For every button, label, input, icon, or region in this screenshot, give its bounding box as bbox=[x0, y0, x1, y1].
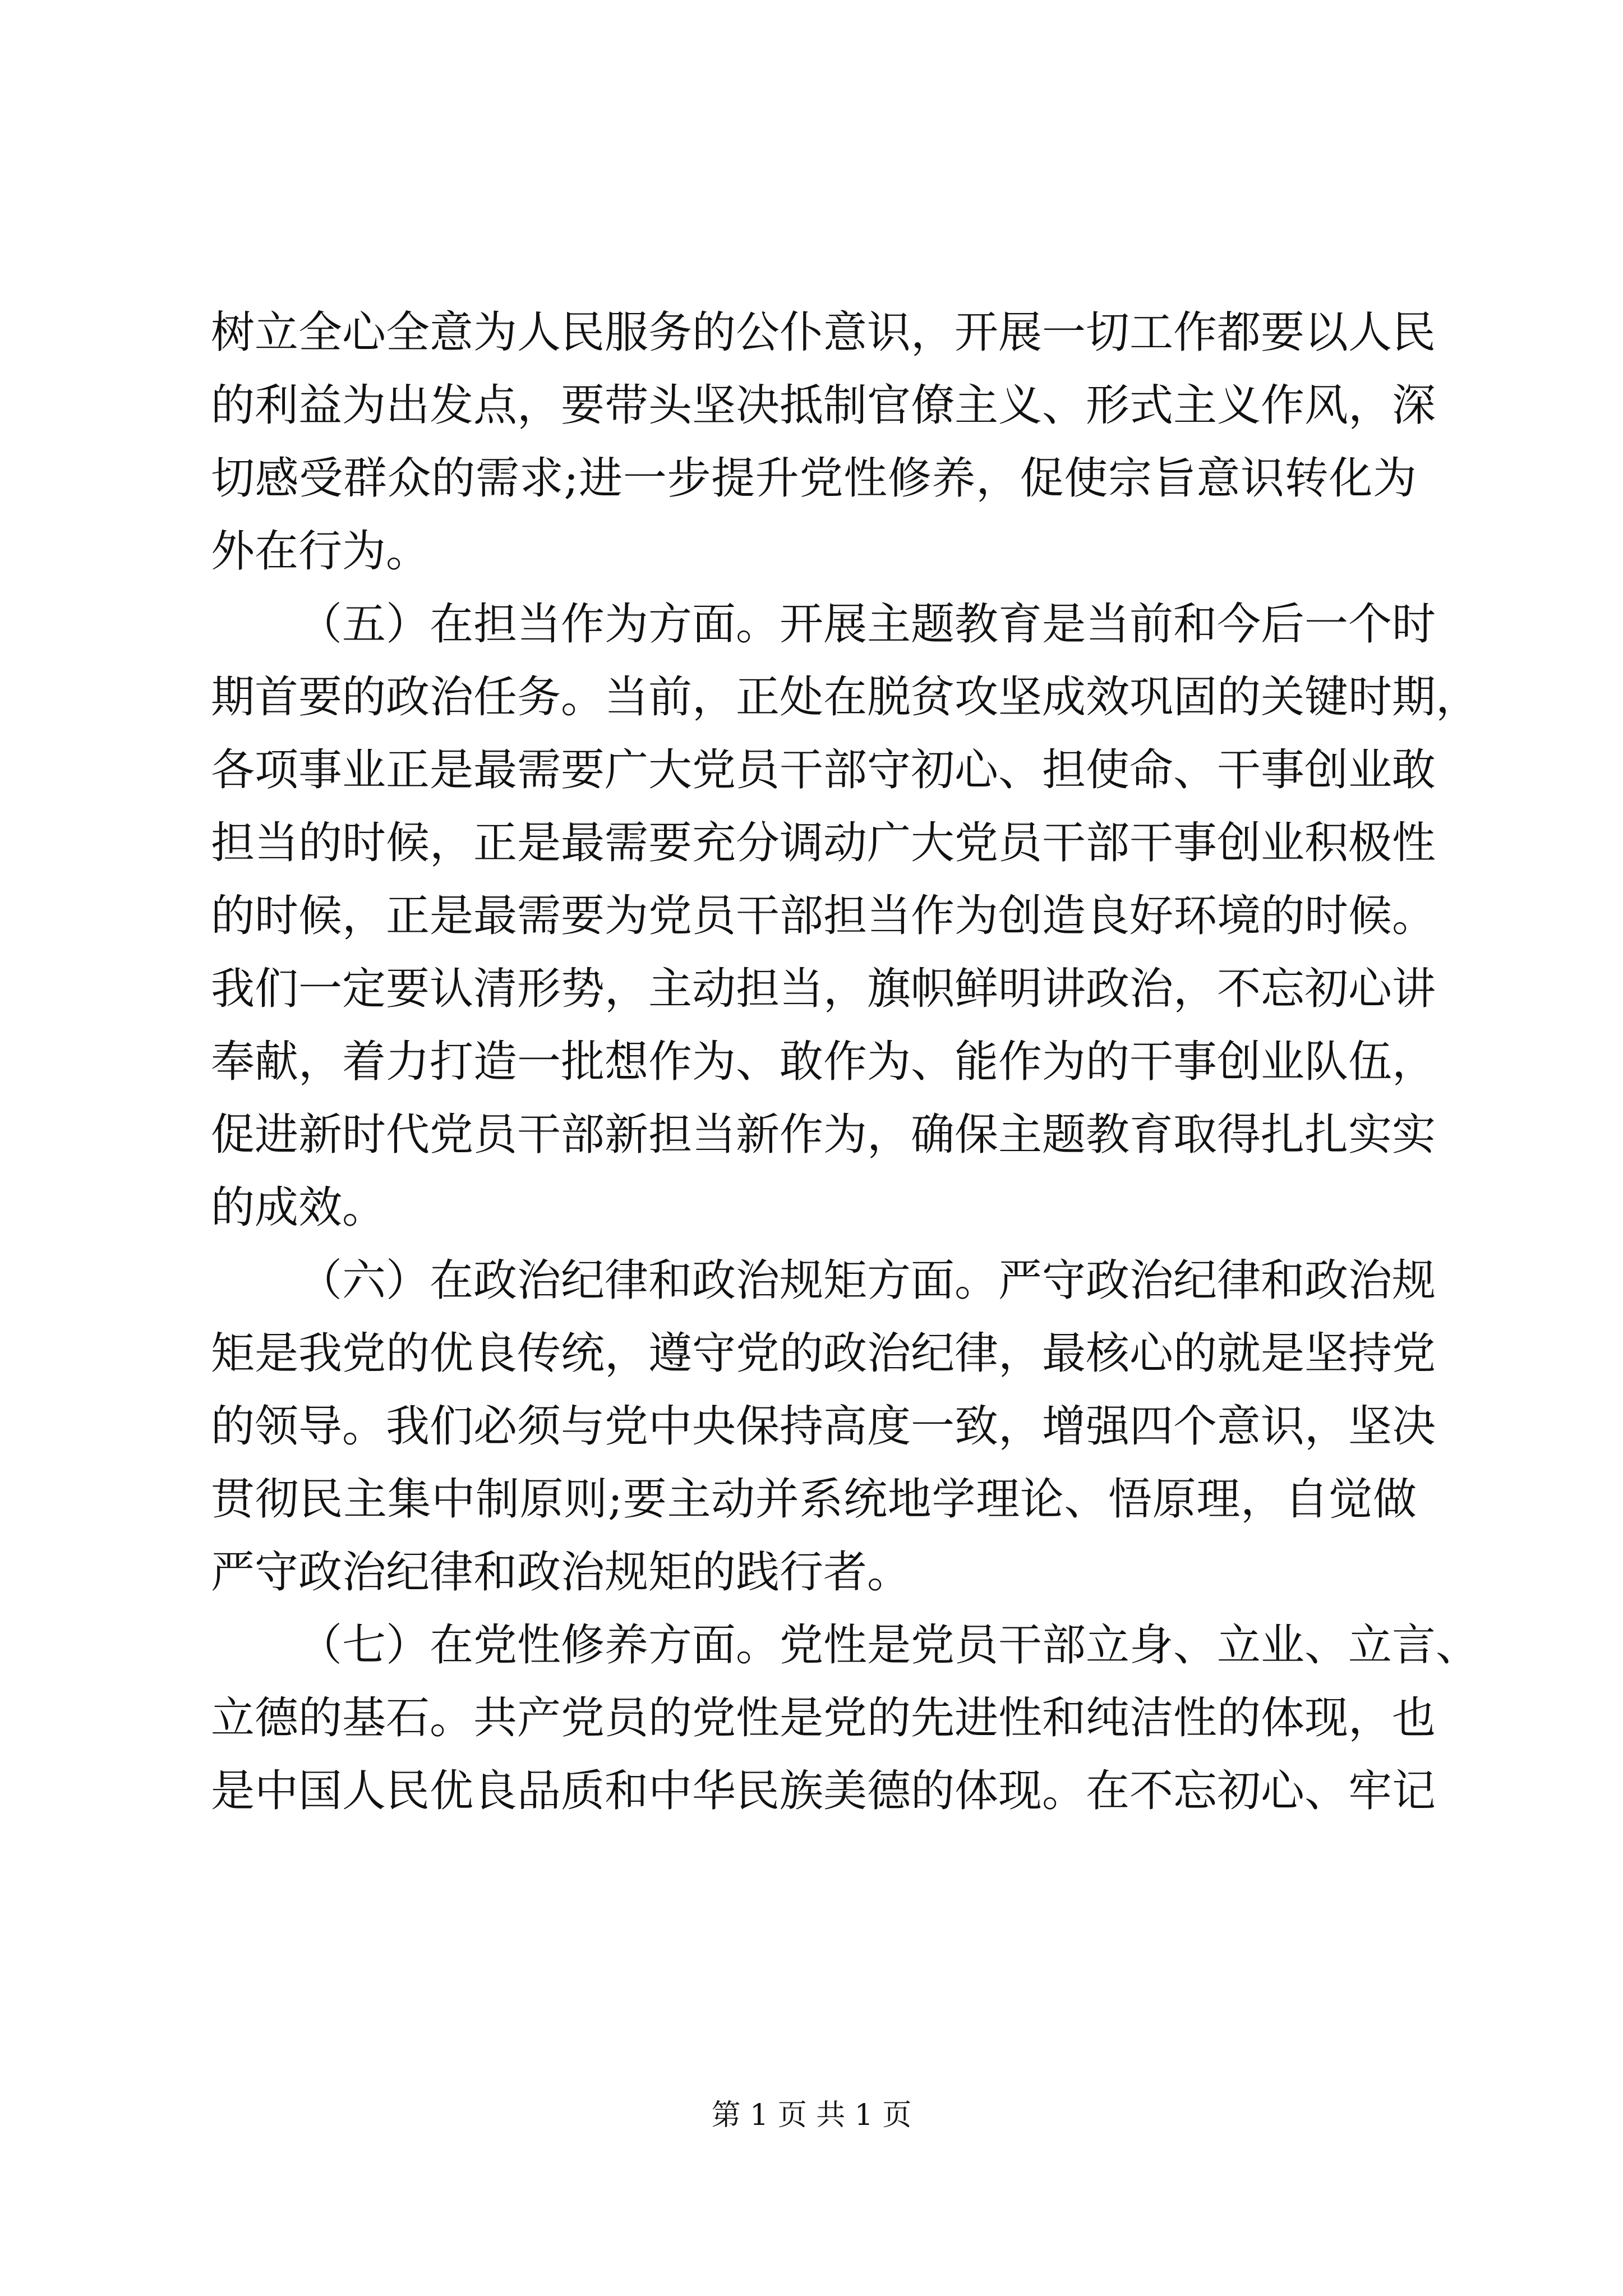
section-heading-line: （六）在政治纪律和政治规矩方面。严守政治纪律和政治规 bbox=[298, 1255, 1436, 1306]
text-line: 贯彻民主集中制原则;要主动并系统地学理论、悟原理，自觉做 bbox=[211, 1474, 1417, 1525]
text-line: 期首要的政治任务。当前，正处在脱贫攻坚成效巩固的关键时期， bbox=[211, 672, 1480, 723]
text-line: 促进新时代党员干部新担当新作为，确保主题教育取得扎扎实实 bbox=[211, 1110, 1436, 1160]
text-line: 矩是我党的优良传统，遵守党的政治纪律，最核心的就是坚持党 bbox=[211, 1328, 1436, 1379]
text-line: 是中国人民优良品质和中华民族美德的体现。在不忘初心、牢记 bbox=[211, 1766, 1436, 1816]
text-line: 严守政治纪律和政治规矩的践行者。 bbox=[211, 1547, 911, 1598]
text-line: 各项事业正是最需要广大党员干部守初心、担使命、干事创业敢 bbox=[211, 745, 1436, 795]
text-line: 的时候，正是最需要为党员干部担当作为创造良好环境的时候。 bbox=[211, 891, 1436, 941]
text-line: 奉献，着力打造一批想作为、敢作为、能作为的干事创业队伍， bbox=[211, 1037, 1436, 1087]
text-line: 我们一定要认清形势，主动担当，旗帜鲜明讲政治，不忘初心讲 bbox=[211, 964, 1436, 1014]
section-heading-line: （七）在党性修养方面。党性是党员干部立身、立业、立言、 bbox=[298, 1620, 1480, 1671]
text-line: 的领导。我们必须与党中央保持高度一致，增强四个意识，坚决 bbox=[211, 1401, 1436, 1452]
section-heading-line: （五）在担当作为方面。开展主题教育是当前和今后一个时 bbox=[298, 599, 1436, 650]
text-line: 树立全心全意为人民服务的公仆意识，开展一切工作都要以人民 bbox=[211, 307, 1436, 358]
document-body bbox=[211, 296, 1480, 1828]
page-footer: 第 1 页 共 1 页 bbox=[711, 2099, 912, 2132]
text-line: 外在行为。 bbox=[211, 526, 430, 577]
text-line: 的成效。 bbox=[211, 1182, 386, 1233]
text-line: 立德的基石。共产党员的党性是党的先进性和纯洁性的体现，也 bbox=[211, 1693, 1436, 1743]
text-line: 的利益为出发点，要带头坚决抵制官僚主义、形式主义作风，深 bbox=[211, 380, 1436, 431]
text-line: 担当的时候，正是最需要充分调动广大党员干部干事创业积极性 bbox=[211, 818, 1436, 868]
text-line: 切感受群众的需求;进一步提升党性修养，促使宗旨意识转化为 bbox=[211, 453, 1417, 504]
